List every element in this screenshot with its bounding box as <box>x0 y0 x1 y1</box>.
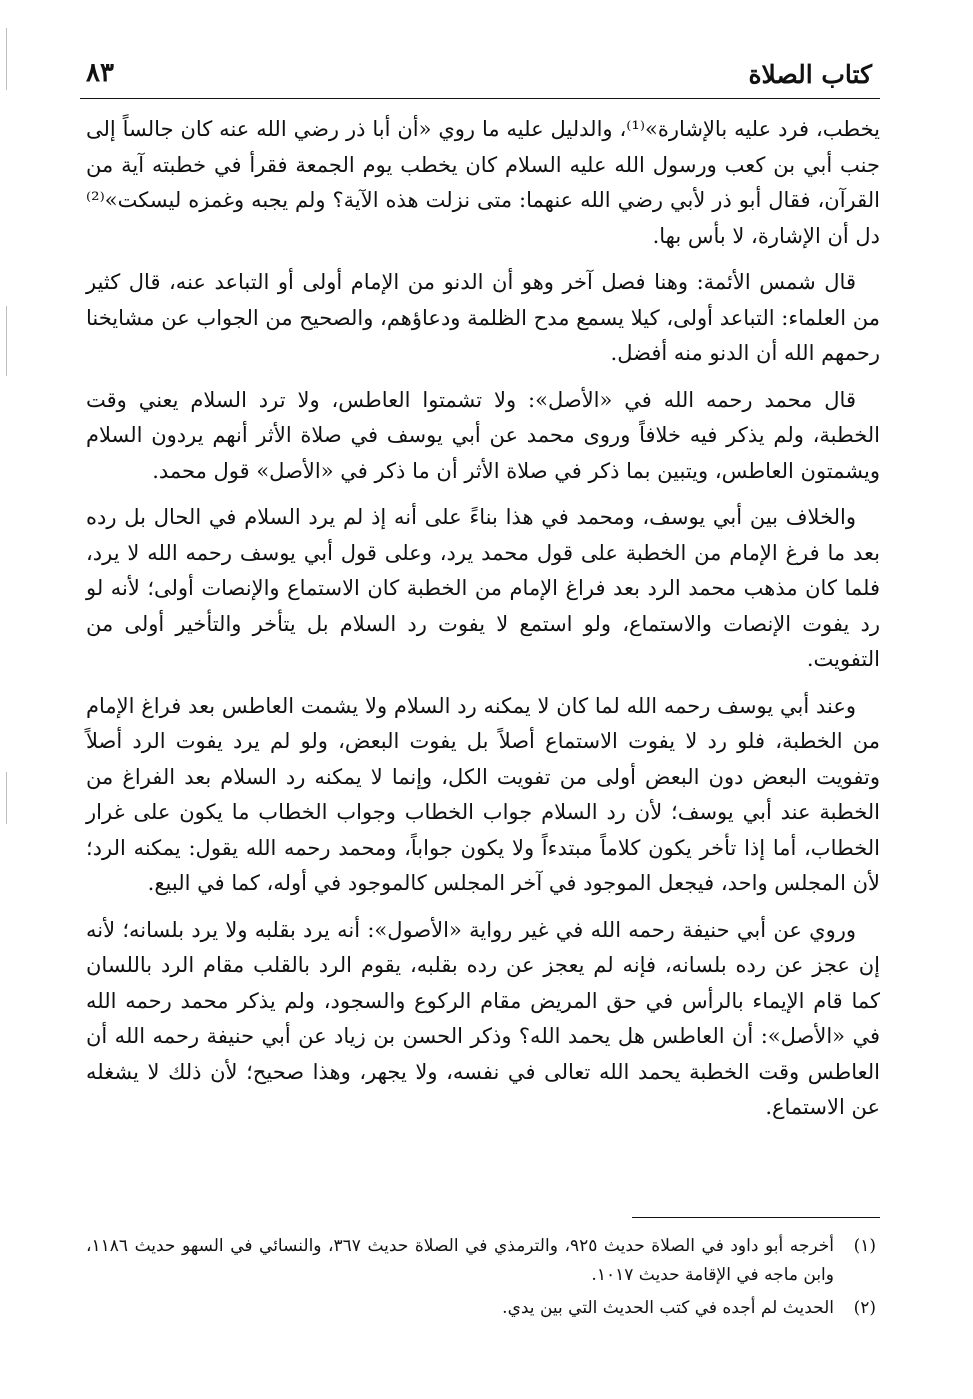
footnote-text: الحديث لم أجده في كتب الحديث التي بين يدي. <box>502 1298 834 1318</box>
paragraph: يخطب، فرد عليه بالإشارة»⁽¹⁾، والدليل عليه ما روي «أن أبا ذر رضي الله عنه كان جالساً إلى جنب أبي بن كعب ورسول الله عليه السلام كان يخطب يوم الجمعة فقرأ في خطبته آية من القرآن، فقال أبو ذر لأبي رضي الله عنهما: متى نزلت هذه الآية؟ ولم يجبه وغمزه ليسكت»⁽²⁾ دل أن الإشارة، لا بأس بها. <box>86 117 880 248</box>
paragraph: قال شمس الأئمة: وهنا فصل آخر وهو أن الدنو من الإمام أولى أو التباعد عنه، قال كثير من العلماء: التباعد أولى، كيلا يسمع مدح الظلمة ودعاؤهم، والصحيح من الجواب عن مشايخنا رحمهم الله أن الدنو منه أفضل. <box>86 270 880 365</box>
page-header <box>80 54 880 99</box>
main-text <box>86 112 880 1137</box>
footnote-number: (٢) <box>853 1298 876 1318</box>
footnote-number: (١) <box>853 1236 876 1256</box>
paragraph: وعند أبي يوسف رحمه الله لما كان لا يمكنه رد السلام ولا يشمت العاطس بعد فراغ الإمام من الخطبة، فلو رد لا يفوت الاستماع أصلاً بل يفوت البعض، ولو لم يرد يفوت الرد أصلاً وتفويت البعض دون البعض أولى من تفويت الكل، وإنما لا يمكنه رد السلام بعد الفراغ من الخطبة عند أبي يوسف؛ لأن رد السلام جواب الخطاب وجواب الخطاب ما يكون على غرار الخطاب، أما إذا تأخر يكون كلاماً مبتدءاً ولا يكون جواباً، ومحمد رحمه الله يقول: يمكنه الرد؛ لأن المجلس واحد، فيجعل الموجود في آخر المجلس كالموجود في أوله، كما في البيع. <box>86 693 880 895</box>
paragraph: وروي عن أبي حنيفة رحمه الله في غير رواية «الأصول»: أنه يرد بقلبه ولا يرد بلسانه؛ لأنه إن عجز عن رده بلسانه، فإنه لم يعجز عن رده بقلبه، يقوم الرد بالقلب مقام الرد باللسان كما قام الإيماء بالرأس في حق المريض مقام الركوع والسجود، ولم يذكر محمد رحمه الله في «الأصل»: أن العاطس هل يحمد الله؟ وذكر الحسن بن زياد عن أبي حنيفة رحمه الله أن العاطس وقت الخطبة يحمد الله تعالى في نفسه، ولا يجهر، وهذا صحيح؛ لأن ذلك لا يشغله عن الاستماع. <box>86 917 881 1119</box>
footnote <box>86 1232 880 1290</box>
footnote-divider <box>632 1217 880 1218</box>
running-title: كتاب الصلاة <box>748 60 872 89</box>
footnote <box>86 1294 880 1323</box>
page-number: ٨٣ <box>86 58 114 88</box>
scan-edge-mark <box>6 28 7 90</box>
paragraph: والخلاف بين أبي يوسف، ومحمد في هذا بناءً على أنه إذ لم يرد السلام في الحال بل رده بعد ما فرغ الإمام من الخطبة على قول محمد يرد، وعلى قول أبي يوسف رحمه الله لا يرد، فلما كان مذهب محمد الرد بعد فراغ الإمام من الخطبة كان الاستماع والإنصات أولى؛ لأنه لو رد يفوت الإنصات والاستماع، ولو استمع لا يفوت رد السلام بل يتأخر والتأخير أولى من التفويت. <box>86 505 880 671</box>
scan-edge-mark <box>6 306 7 376</box>
paragraph: قال محمد رحمه الله في «الأصل»: ولا تشمتوا العاطس، ولا ترد السلام يعني وقت الخطبة، ولم يذكر فيه خلافاً وروى محمد عن أبي يوسف في صلاة الأثر أنهم يردون السلام ويشمتون العاطس، ويتبين بما ذكر في صلاة الأثر أن ما ذكر في «الأصل» قول محمد. <box>86 387 880 483</box>
scan-edge-mark <box>6 772 7 824</box>
footnote-text: أخرجه أبو داود في الصلاة حديث ٩٢٥، والترمذي في الصلاة حديث ٣٦٧، والنسائي في السهو حديث ١١٨٦، وابن ماجه في الإقامة حديث ١٠١٧. <box>86 1236 834 1285</box>
footnotes <box>86 1232 880 1327</box>
